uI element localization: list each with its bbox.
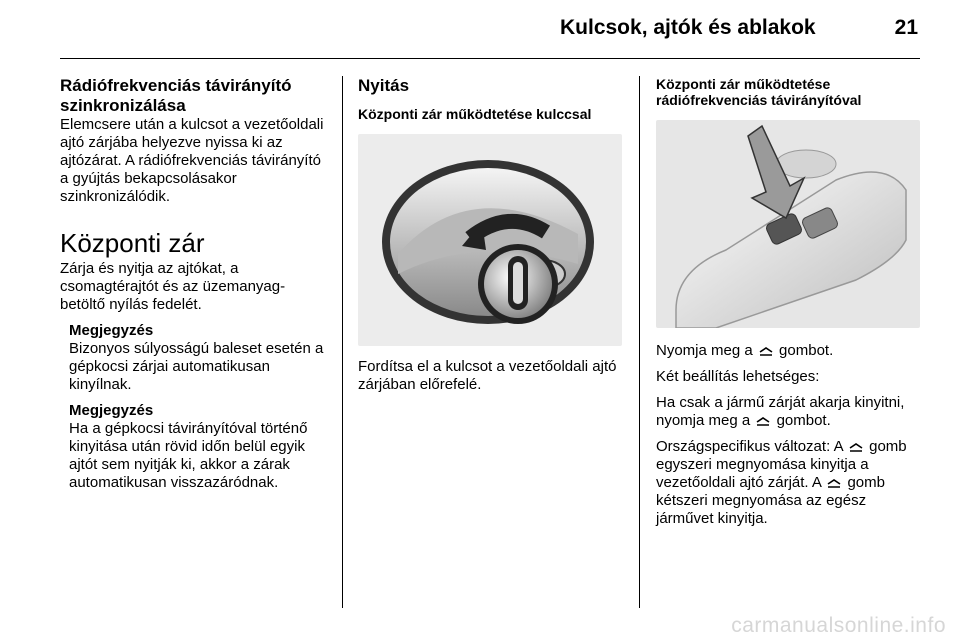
note-title: Megjegyzés [69, 322, 154, 339]
page-number: 21 [894, 16, 918, 39]
remote-key-illustration [656, 120, 920, 328]
instruction-single [656, 394, 926, 430]
instruction-press [656, 342, 926, 360]
instruction-country [656, 438, 926, 528]
watermark: carmanualsonline.info [731, 614, 946, 637]
unlock-button-icon [827, 478, 841, 488]
unlock-button-icon [756, 416, 770, 426]
instruction-country-b: gomb egyszeri megnyomása kinyitja a vezetőoldali ajtó zárját. A [656, 438, 907, 491]
central-lock-intro: Zárja és nyitja az ajtókat, a csomagtérajtót és az üzemanyag-betöltő nyílás fedelét. [60, 260, 286, 313]
sync-text: Elemcsere után a kulcsot a vezetőoldali ajtó zárjába helyezve nyissa ki az ajtózárat. A rádiófrekvenciás távirányító a gyújtás bekapcsolásakor szinkronizálódik. [60, 116, 324, 205]
column-middle [358, 76, 623, 394]
instruction-press-end: gombot. [779, 342, 834, 359]
opening-heading: Nyitás [358, 76, 410, 95]
header-rule [60, 58, 920, 59]
key-caption: Fordítsa el a kulcsot a vezetőoldali ajtó zárjában előrefelé. [358, 358, 617, 393]
header-title: Kulcsok, ajtók és ablakok [560, 16, 816, 39]
unlock-button-icon [849, 442, 863, 452]
key-lock-illustration [358, 134, 622, 346]
instruction-country-c: gomb kétszeri megnyomása az egész járművet kinyitja. [656, 474, 885, 527]
note-title: Megjegyzés [69, 402, 154, 419]
remote-subheading: Központi zár működtetése rádiófrekvenciás távirányítóval [656, 76, 862, 108]
note-1 [60, 322, 330, 394]
unlock-button-icon [759, 346, 773, 356]
settings-intro: Két beállítás lehetséges: [656, 368, 820, 385]
column-divider-2 [639, 76, 640, 608]
instruction-single-text: Ha csak a jármű zárját akarja kinyitni, nyomja meg a [656, 394, 905, 429]
note-text: Ha a gépkocsi távirányítóval történő kinyitása után rövid időn belül egyik ajtót sem nyitják ki, akkor a zárak automatikusan visszazáródnak. [69, 420, 308, 491]
central-lock-title: Központi zár [60, 228, 205, 258]
column-left [60, 76, 330, 492]
note-text: Bizonyos súlyosságú baleset esetén a gépkocsi zárjai automatikusan kinyílnak. [69, 340, 324, 393]
note-2 [60, 402, 330, 492]
instruction-country-a: Országspecifikus változat: A [656, 438, 843, 455]
instruction-single-end: gombot. [776, 412, 831, 429]
key-operation-subheading: Központi zár működtetése kulccsal [358, 106, 592, 122]
instruction-press-text: Nyomja meg a [656, 342, 753, 359]
column-divider-1 [342, 76, 343, 608]
sync-heading: Rádiófrekvenciás távirányító szinkronizálása [60, 76, 292, 115]
column-right [656, 76, 926, 528]
